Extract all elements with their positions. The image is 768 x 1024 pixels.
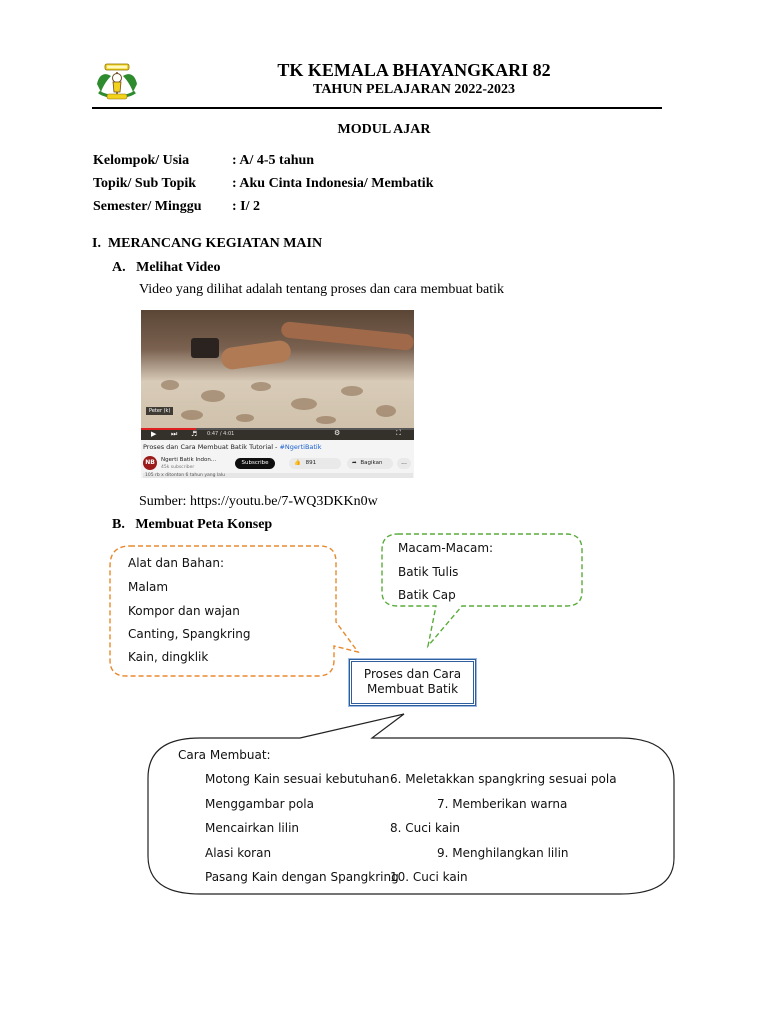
section-title: I. MERANCANG KEGIATAN MAIN (92, 236, 323, 251)
steps-item: 9. Menghilangkan lilin (437, 846, 569, 860)
steps-item: 7. Memberikan warna (437, 797, 568, 811)
channel-name[interactable]: Ngerti Batik Indon... (161, 457, 217, 463)
subscribe-button[interactable]: Subscribe (235, 458, 275, 469)
types-item: Batik Cap (398, 588, 456, 602)
video-title[interactable]: Proses dan Cara Membuat Batik Tutorial - #NgertiBatik (143, 443, 322, 451)
subsection-b-title: B. Membuat Peta Konsep (112, 517, 273, 532)
video-source[interactable]: Sumber: https://youtu.be/7-WQ3DKKn0w (139, 494, 378, 509)
fullscreen-icon[interactable]: ⛶ (396, 429, 401, 437)
tools-item: Kain, dingklik (128, 650, 209, 664)
channel-avatar[interactable]: NB (143, 456, 157, 470)
info-value-semester: : I/ 2 (232, 199, 260, 214)
thumbs-up-icon: 👍 (294, 460, 301, 466)
info-label-semester: Semester/ Minggu (93, 199, 202, 214)
concept-center-text (349, 667, 476, 697)
video-description: Video yang dilihat adalah tentang proses dan cara membuat batik (139, 282, 504, 297)
speaker-tag: Peter (k) (146, 407, 173, 415)
concept-center-line-1: Proses dan Cara (363, 667, 462, 681)
types-title: Macam-Macam: (398, 541, 494, 555)
volume-icon[interactable]: ♬ (191, 430, 198, 438)
tools-title: Alat dan Bahan: (128, 556, 224, 570)
steps-item: Alasi koran (205, 846, 272, 860)
subsection-a-title: A. Melihat Video (112, 260, 221, 275)
view-info: 105 rb x ditonton 6 tahun yang lalu (143, 473, 413, 478)
steps-item: Motong Kain sesuai kebutuhan (205, 772, 390, 786)
tools-item: Malam (128, 580, 169, 594)
play-icon[interactable]: ▶ (151, 430, 157, 438)
steps-item: Pasang Kain dengan Spangkring (205, 870, 399, 884)
info-value-kelompok: : A/ 4-5 tahun (232, 153, 315, 168)
types-item: Batik Tulis (398, 565, 459, 579)
share-icon: ➦ (352, 460, 357, 466)
info-value-topik: : Aku Cinta Indonesia/ Membatik (232, 176, 434, 191)
video-hashtag[interactable]: #NgertiBatik (279, 443, 322, 451)
steps-item: Menggambar pola (205, 797, 314, 811)
share-label: Bagikan (360, 460, 383, 466)
school-name: TK KEMALA BHAYANGKARI 82 (277, 60, 551, 80)
steps-title: Cara Membuat: (178, 748, 271, 762)
steps-item: 8. Cuci kain (390, 821, 461, 835)
steps-item: Mencairkan lilin (205, 821, 300, 835)
concept-center-line-2: Membuat Batik (366, 682, 459, 696)
tools-item: Kompor dan wajan (128, 604, 240, 618)
school-year: TAHUN PELAJARAN 2022-2023 (313, 82, 515, 97)
settings-icon[interactable]: ⚙ (334, 429, 341, 437)
info-label-kelompok: Kelompok/ Usia (93, 153, 190, 168)
more-button[interactable]: ... (397, 458, 411, 469)
like-count: 891 (305, 460, 317, 466)
tools-item: Canting, Spangkring (128, 627, 251, 641)
steps-item: 6. Meletakkan spangkring sesuai pola (390, 772, 617, 786)
steps-item: 10. Cuci kain (390, 870, 468, 884)
info-label-topik: Topik/ Sub Topik (93, 176, 197, 191)
next-icon[interactable]: ⏭ (171, 430, 178, 438)
time-readout: 0:47 / 4:01 (207, 431, 235, 437)
channel-subscribers: 45k subscriber (161, 465, 195, 470)
module-title: MODUL AJAR (337, 122, 431, 137)
